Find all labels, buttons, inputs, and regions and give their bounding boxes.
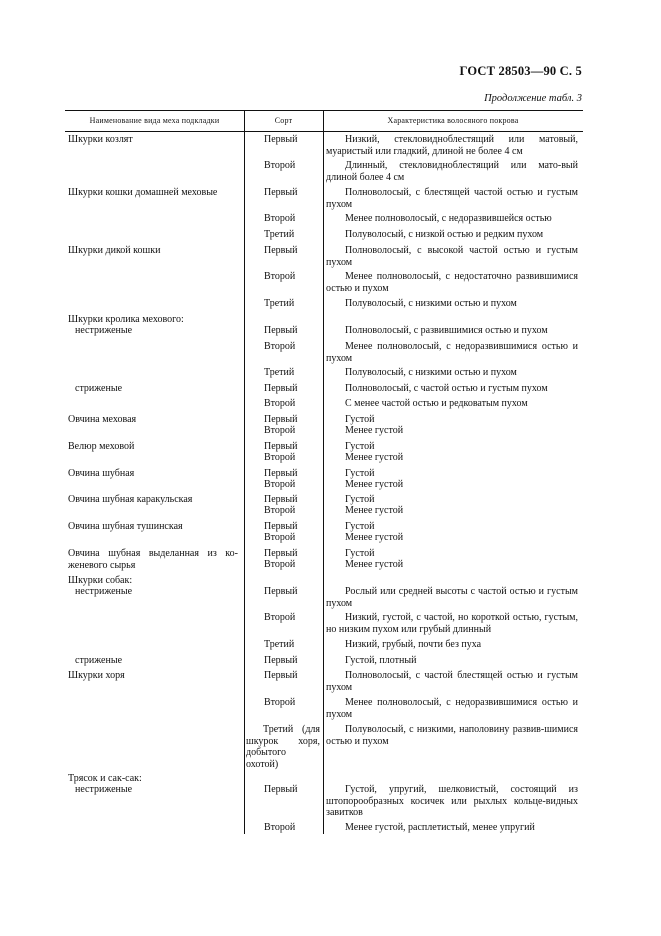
- row-characteristic: Густой: [345, 494, 375, 505]
- row-name: Овчина шубная: [68, 468, 135, 479]
- row-grade: Второй: [264, 160, 296, 171]
- row-name: нестриженые: [75, 325, 133, 336]
- row-grade: Первый: [264, 586, 298, 597]
- row-characteristic: Густой: [345, 548, 375, 559]
- row-characteristic: Полноволосый, с высокой частой остью и густым пухом: [326, 245, 578, 268]
- row-grade: Первый: [264, 521, 298, 532]
- row-grade: Второй: [264, 271, 296, 282]
- row-characteristic: Густой: [345, 441, 375, 452]
- row-characteristic: Менее полноволосый, с недостаточно развившимися остью и пухом: [326, 271, 578, 294]
- row-grade: Первый: [264, 784, 298, 795]
- row-name: нестриженые: [75, 784, 133, 795]
- row-characteristic: Длинный, стекловидноблестящий или мато-вый длиной более 4 см: [326, 160, 578, 183]
- row-characteristic: Густой: [345, 414, 375, 425]
- table-top-rule: [65, 110, 583, 111]
- row-name: Велюр меховой: [68, 441, 135, 452]
- row-grade: Третий: [264, 298, 295, 309]
- row-characteristic: Полуволосый, с низкими, наполовину развив-шимися остью и пухом: [326, 724, 578, 747]
- row-name: Шкурки дикой кошки: [68, 245, 161, 256]
- row-grade: Первый: [264, 383, 298, 394]
- row-characteristic: Полуволосый, с низкой остью и редким пухом: [345, 229, 544, 240]
- row-grade: Второй: [264, 612, 296, 623]
- row-characteristic: Густой, плотный: [345, 655, 417, 666]
- row-name: Шкурки кошки домашней меховые: [68, 187, 218, 198]
- row-name: Шкурки кролика мехового:: [68, 314, 184, 325]
- row-name: Шкурки козлят: [68, 134, 133, 145]
- row-grade: Второй: [264, 559, 296, 570]
- row-characteristic: Полноволосый, с развившимися остью и пухом: [345, 325, 548, 336]
- row-name: стриженые: [75, 655, 123, 666]
- row-grade: Первый: [264, 245, 298, 256]
- row-characteristic: Менее густой: [345, 532, 404, 543]
- row-characteristic: Полуволосый, с низкими остью и пухом: [345, 367, 517, 378]
- row-characteristic: Менее густой: [345, 425, 404, 436]
- row-name: Шкурки хоря: [68, 670, 125, 681]
- row-characteristic: Менее густой: [345, 452, 404, 463]
- row-grade: Первый: [264, 134, 298, 145]
- row-grade: Первый: [264, 670, 298, 681]
- row-name: Трясок и сак-сак:: [68, 773, 142, 784]
- row-characteristic: Менее густой, расплетистый, менее упругий: [345, 822, 535, 833]
- row-characteristic: Менее полноволосый, с недоразвившимися остью и пухом: [326, 697, 578, 720]
- row-grade: Третий: [264, 639, 295, 650]
- row-grade: Третий: [264, 367, 295, 378]
- row-characteristic: Менее густой: [345, 505, 404, 516]
- row-name: Овчина шубная выделанная из ко-женевого сырья: [68, 548, 238, 571]
- column-divider-1: [244, 110, 245, 834]
- column-divider-2: [323, 110, 324, 834]
- row-grade: Второй: [264, 425, 296, 436]
- row-name: Овчина шубная каракульская: [68, 494, 193, 505]
- row-grade: Первый: [264, 325, 298, 336]
- row-grade: Второй: [264, 532, 296, 543]
- row-grade: Первый: [264, 655, 298, 666]
- table-header-rule: [65, 131, 583, 132]
- row-name: Шкурки собак:: [68, 575, 133, 586]
- row-grade: Второй: [264, 479, 296, 490]
- row-grade: Второй: [264, 822, 296, 833]
- row-characteristic: Менее полноволосый, с недоразвившимися остью и пухом: [326, 341, 578, 364]
- row-grade: Третий: [264, 229, 295, 240]
- row-grade: Первый: [264, 468, 298, 479]
- row-characteristic: Полноволосый, с частой блестящей остью и густым пухом: [326, 670, 578, 693]
- row-characteristic: Менее полноволосый, с недоразвившейся остью: [345, 213, 552, 224]
- row-characteristic: Полуволосый, с низкими остью и пухом: [345, 298, 517, 309]
- row-characteristic: Рослый или средней высоты с частой остью и густым пухом: [326, 586, 578, 609]
- row-characteristic: Густой, упругий, шелковистый, состоящий из штопорообразных косичек или рыхлых кольце-видных завитков: [326, 784, 578, 818]
- column-header-grade: Сорт: [274, 116, 293, 125]
- row-grade: Первый: [264, 414, 298, 425]
- row-name: стриженые: [75, 383, 123, 394]
- row-grade: Второй: [264, 505, 296, 516]
- table-continuation: Продолжение табл. 3: [484, 93, 582, 104]
- row-grade: Первый: [264, 441, 298, 452]
- row-characteristic: Менее густой: [345, 479, 404, 490]
- row-grade: Первый: [264, 494, 298, 505]
- row-grade: Первый: [264, 548, 298, 559]
- row-characteristic: Густой: [345, 468, 375, 479]
- row-characteristic: С менее частой остью и редковатым пухом: [345, 398, 528, 409]
- row-grade: Второй: [264, 341, 296, 352]
- row-characteristic: Густой: [345, 521, 375, 532]
- row-grade: Третий (для шкурок хоря, добытого охотой): [246, 724, 320, 770]
- column-header-character: Характеристика волосяного покрова: [387, 116, 519, 125]
- row-grade: Второй: [264, 452, 296, 463]
- row-name: Овчина шубная тушинская: [68, 521, 183, 532]
- column-header-name: Наименование вида меха подкладки: [89, 116, 220, 125]
- row-name: Овчина меховая: [68, 414, 137, 425]
- row-characteristic: Низкий, густой, с частой, но короткой остью, густым, но низким пухом или грубый длинный: [326, 612, 578, 635]
- row-grade: Второй: [264, 398, 296, 409]
- row-characteristic: Менее густой: [345, 559, 404, 570]
- row-grade: Второй: [264, 697, 296, 708]
- row-name: нестриженые: [75, 586, 133, 597]
- row-characteristic: Полноволосый, с частой остью и густым пухом: [345, 383, 548, 394]
- row-characteristic: Полноволосый, с блестящей частой остью и густым пухом: [326, 187, 578, 210]
- standard-number: ГОСТ 28503—90 С. 5: [459, 64, 582, 78]
- row-characteristic: Низкий, стекловидноблестящий или матовый, муаристый или гладкий, длиной не более 4 см: [326, 134, 578, 157]
- row-grade: Второй: [264, 213, 296, 224]
- row-characteristic: Низкий, грубый, почти без пуха: [345, 639, 482, 650]
- row-grade: Первый: [264, 187, 298, 198]
